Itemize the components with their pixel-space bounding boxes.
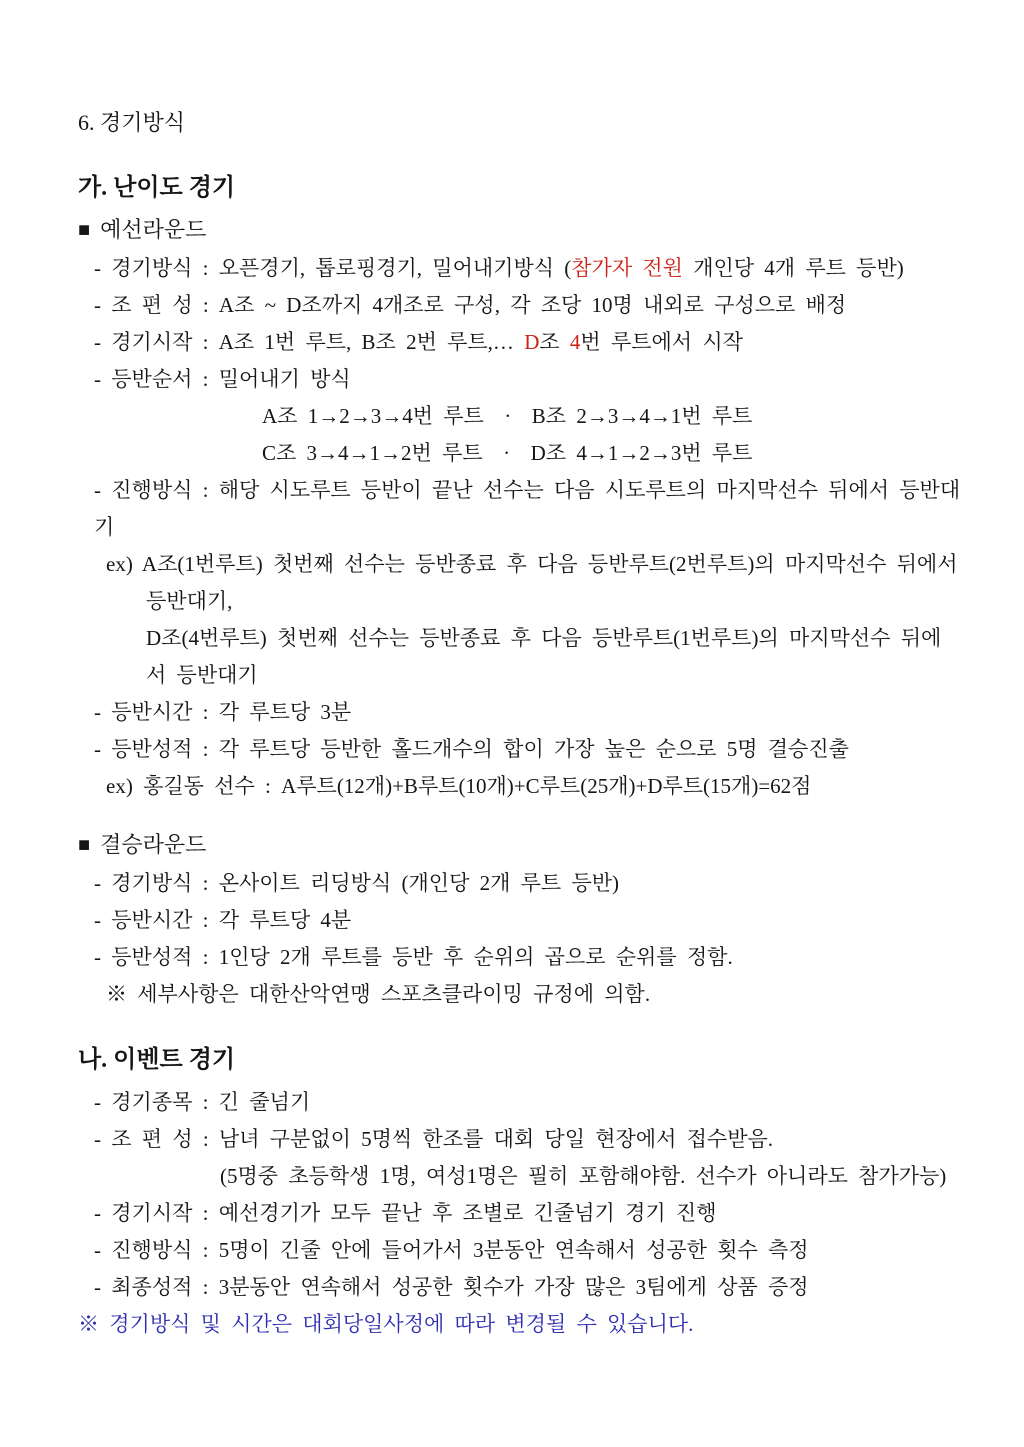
red-highlight: 참가자 전원 (571, 256, 683, 280)
prelim-order-line: - 등반순서 : 밀어내기 방식 (94, 367, 351, 391)
section-a-heading: 가. 난이도 경기 (78, 175, 236, 201)
prelim-round-label: 예선라운드 (100, 217, 207, 242)
event-groups-note-line: (5명중 초등학생 1명, 여성1명은 필히 포함해야함. 선수가 아니라도 참가가능) (220, 1164, 947, 1188)
text-segment: - 경기방식 : 오픈경기, 톱로핑경기, 밀어내기방식 ( (94, 256, 572, 280)
event-progress-line: - 진행방식 : 5명이 긴줄 안에 들어가서 3분동안 연속해서 성공한 횟수 측정 (94, 1238, 809, 1262)
final-round-label: 결승라운드 (100, 832, 207, 857)
text-segment: 번 루트에서 시작 (580, 330, 743, 354)
text-segment: 조 (539, 330, 570, 354)
event-type-line: - 경기종목 : 긴 줄넘기 (94, 1090, 311, 1114)
footer-note: ※ 경기방식 및 시간은 대회당일사정에 따라 변경될 수 있습니다. (78, 1312, 694, 1336)
prelim-score-line: - 등반성적 : 각 루트당 등반한 홀드개수의 합이 가장 높은 순으로 5명 결승진출 (94, 737, 849, 761)
prelim-groups-line: - 조 편 성 : A조 ~ D조까지 4개조로 구성, 각 조당 10명 내외로 구성으로 배정 (94, 293, 847, 317)
prelim-round-title (78, 211, 966, 250)
event-groups-line: - 조 편 성 : 남녀 구분없이 5명씩 한조를 대회 당일 현장에서 접수받음. (94, 1127, 774, 1151)
final-round-title (78, 826, 966, 865)
event-start-line: - 경기시작 : 예선경기가 모두 끝난 후 조별로 긴줄넘기 경기 진행 (94, 1201, 717, 1225)
prelim-progress-line: - 진행방식 : 해당 시도루트 등반이 끝난 선수는 다음 시도루트의 마지막선수 뒤에서 등반대기 (94, 478, 961, 539)
prelim-time-line: - 등반시간 : 각 루트당 3분 (94, 700, 352, 724)
order-row: A조 1→2→3→4번 루트 · B조 2→3→4→1번 루트 (262, 404, 753, 428)
example-line: D조(4번루트) 첫번째 선수는 등반종료 후 다음 등반루트(1번루트)의 마지막선수 뒤에 (146, 626, 942, 650)
square-bullet-icon: ■ (78, 834, 91, 856)
square-bullet-icon: ■ (78, 219, 91, 241)
text-segment: - 경기시작 : A조 1번 루트, B조 2번 루트,… (94, 330, 525, 354)
example-continuation-line: 등반대기, (146, 589, 233, 613)
score-example-line: ex) 홍길동 선수 : A루트(12개)+B루트(10개)+C루트(25개)+D루트(15개)=62점 (106, 774, 812, 798)
final-time-line: - 등반시간 : 각 루트당 4분 (94, 908, 352, 932)
prelim-format-line (78, 250, 966, 287)
event-final-score-line: - 최종성적 : 3분동안 연속해서 성공한 횟수가 가장 많은 3팀에게 상품 증정 (94, 1275, 809, 1299)
final-format-line: - 경기방식 : 온사이트 리딩방식 (개인당 2개 루트 등반) (94, 871, 620, 895)
red-highlight: D (524, 330, 540, 354)
red-highlight: 4 (569, 330, 581, 354)
prelim-start-line (78, 324, 966, 361)
text-segment: 개인당 4개 루트 등반) (682, 256, 904, 280)
final-note-line: ※ 세부사항은 대한산악연맹 스포츠클라이밍 규정에 의함. (106, 982, 651, 1006)
doc-title: 6. 경기방식 (78, 110, 186, 135)
order-row: C조 3→4→1→2번 루트 · D조 4→1→2→3번 루트 (262, 441, 753, 465)
final-score-line: - 등반성적 : 1인당 2개 루트를 등반 후 순위의 곱으로 순위를 정함. (94, 945, 733, 969)
section-b-heading: 나. 이벤트 경기 (78, 1047, 236, 1073)
example-line: ex) A조(1번루트) 첫번째 선수는 등반종료 후 다음 등반루트(2번루트)의 마지막선수 뒤에서 (106, 552, 958, 576)
example-continuation-line: 서 등반대기 (146, 663, 258, 687)
